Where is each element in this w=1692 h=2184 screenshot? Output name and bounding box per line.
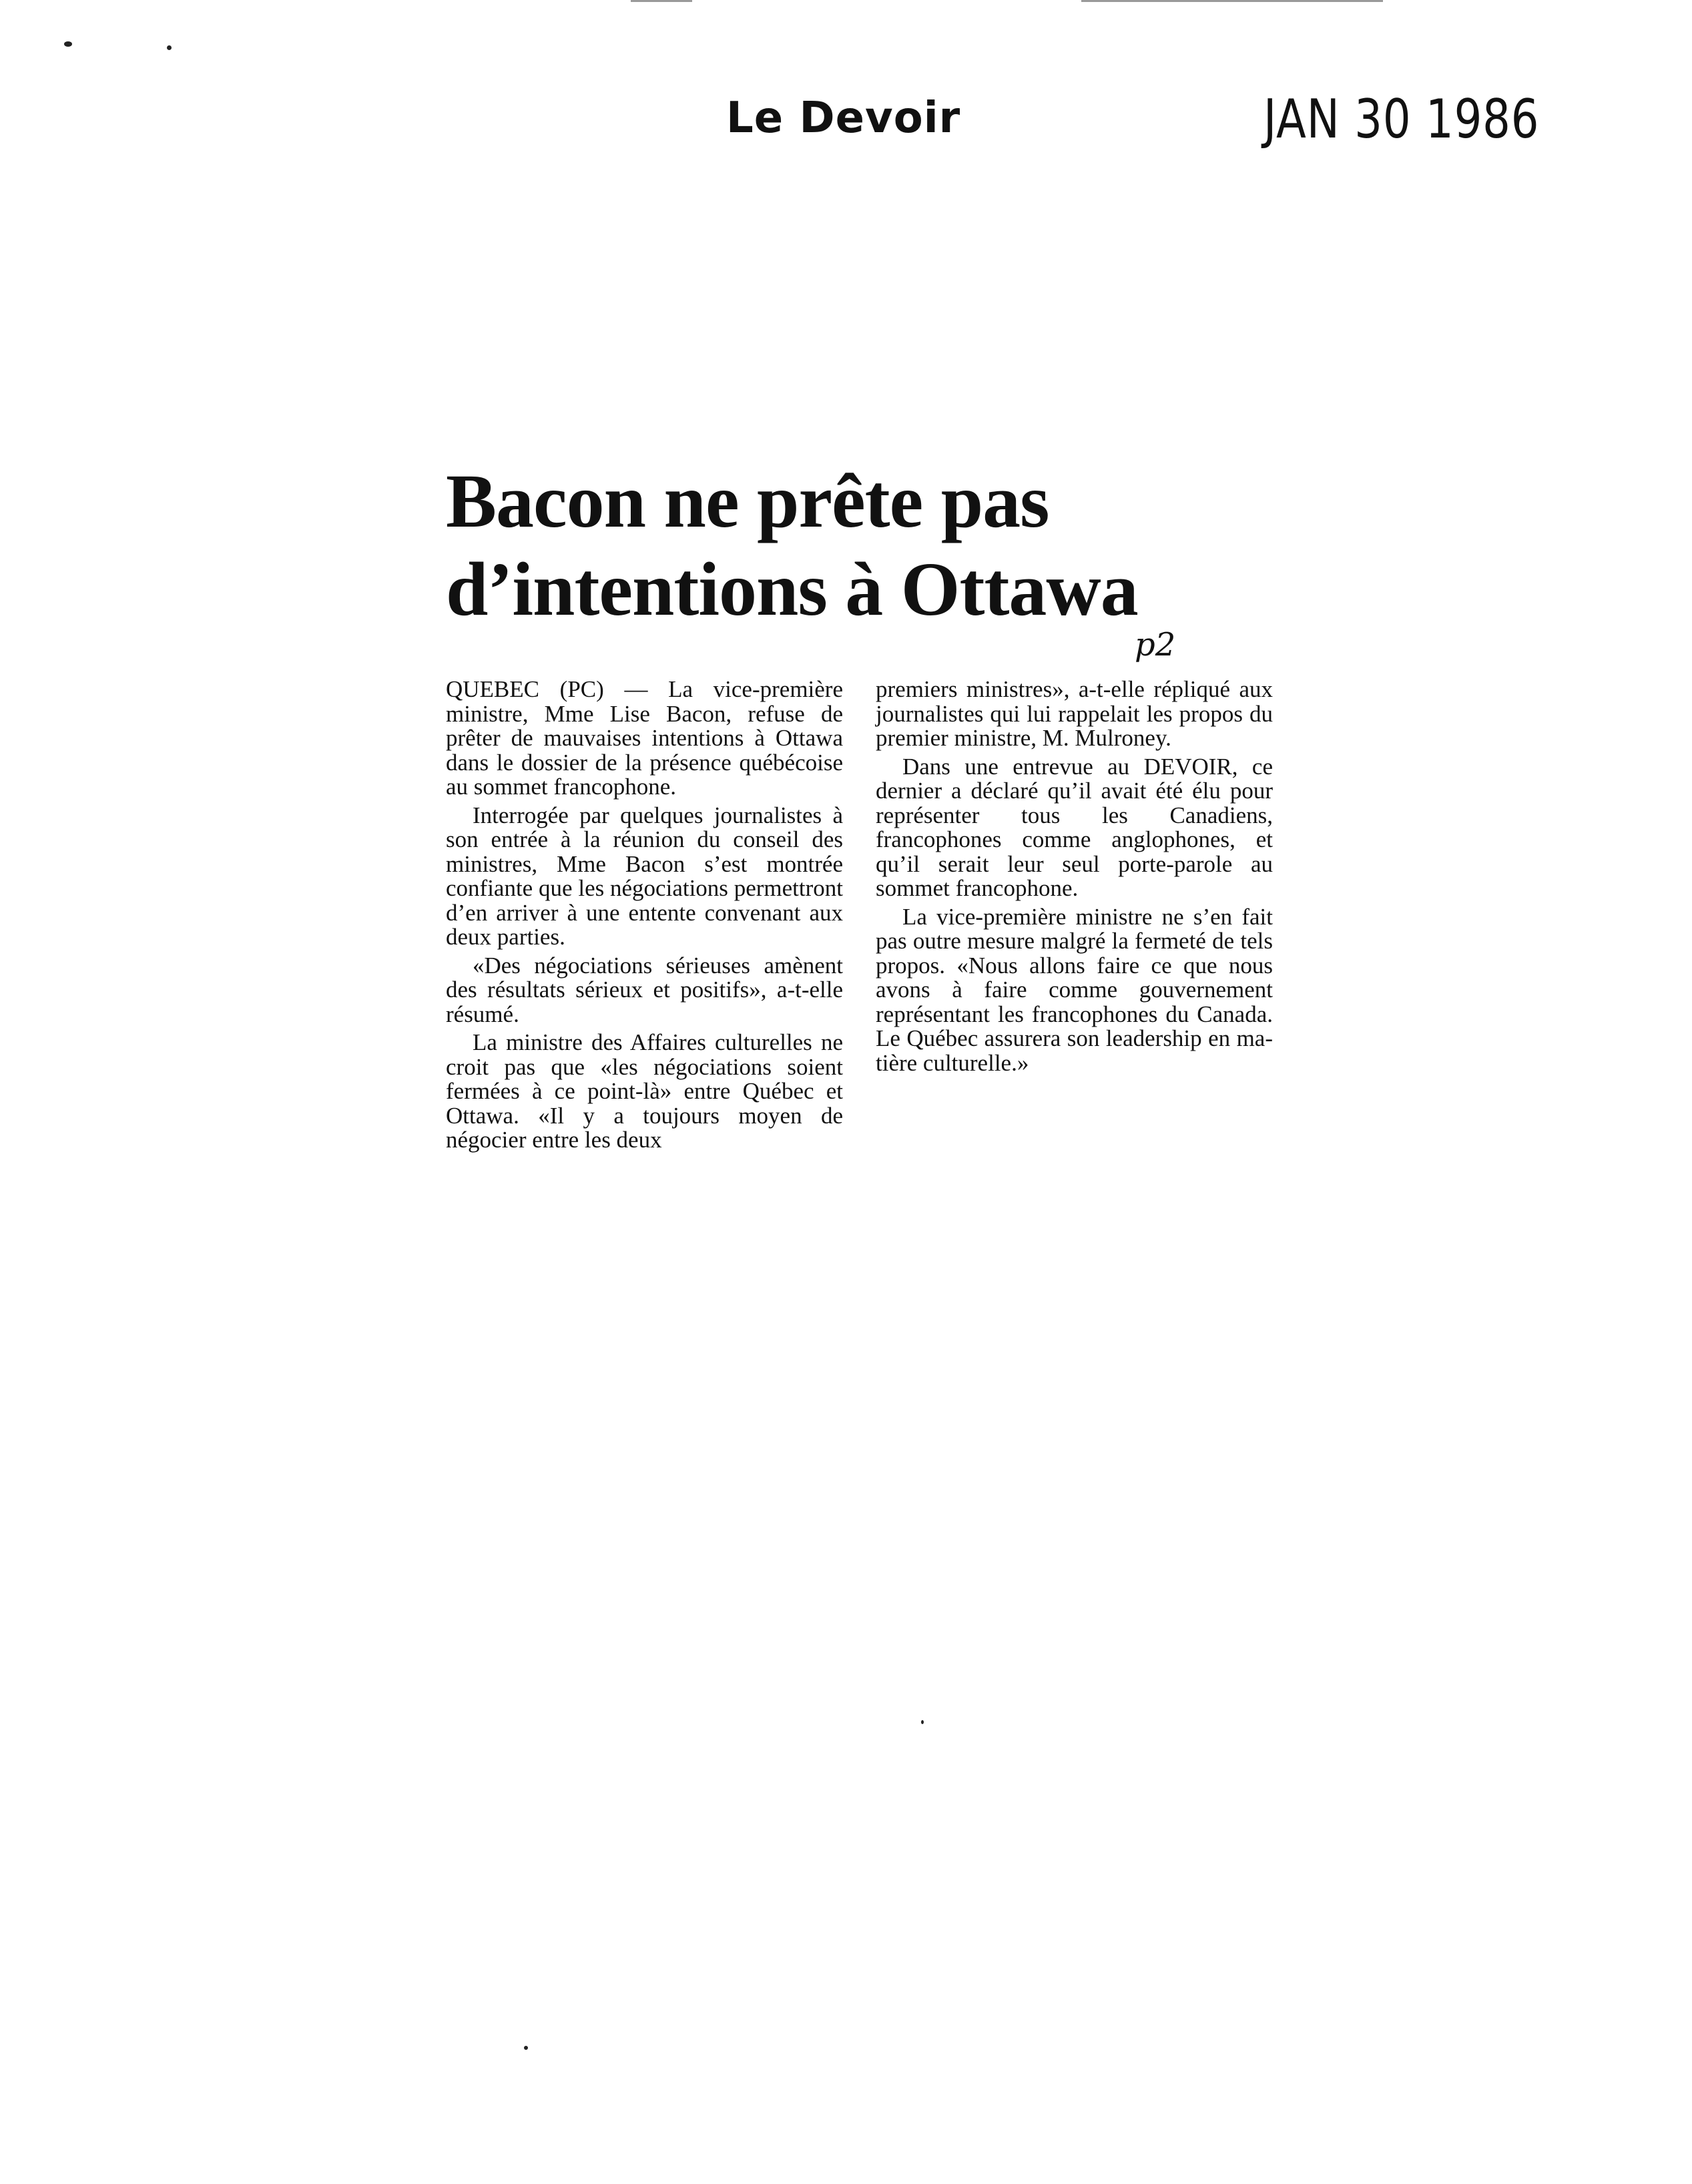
article-column-left — [446, 677, 843, 1157]
headline-line-1: Bacon ne prête pas — [446, 459, 1049, 543]
handwritten-page-note: p2 — [1135, 626, 1176, 663]
scan-edge-line-left — [631, 0, 692, 2]
article-paragraph: La vice-première ministre ne s’en fait pas outre mesure malgré la fermeté de tels propos. «Nous allons faire ce que nous avons à faire comme gouvernement représentant les francophones du Canada. Le Québec assurera son leadership en matière culturelle.» — [876, 903, 1273, 1076]
date-stamp: JAN 30 1986 — [1263, 88, 1540, 150]
scan-speck — [921, 1720, 924, 1724]
article-paragraph: «Des négociations sérieuses amènent des résultats sérieux et positifs», a-t-elle résumé. — [446, 952, 843, 1027]
newspaper-masthead: Le Devoir — [726, 93, 961, 143]
article-paragraph: QUEBEC (PC) — La vice-première ministre, Mme Lise Bacon, refuse de prêter de mauvaises intentions à Ottawa dans le dossier de la présence québécoise au sommet francophone. — [446, 676, 843, 800]
headline-line-2: d’intentions à Ottawa — [446, 547, 1138, 631]
scan-edge-line-right — [1081, 0, 1383, 2]
article-paragraph: Dans une entrevue au DEVOIR, ce dernier a déclaré qu’il avait été élu pour représenter tous les Canadiens, francophones comme anglophones, et qu’il serait leur seul porte-parole au sommet francophone. — [876, 753, 1273, 901]
scan-speck — [64, 41, 72, 47]
article-headline — [446, 457, 1314, 633]
scan-speck — [524, 2046, 528, 2050]
article-paragraph: La ministre des Affaires culturelles ne croit pas que «les négociations soient fermées à ce point-là» entre Québec et Ottawa. «Il y a toujours moyen de négocier entre les deux — [446, 1029, 843, 1153]
article-column-right — [876, 677, 1273, 1079]
article-paragraph: Interrogée par quelques journalistes à son entrée à la réunion du conseil des ministres, Mme Bacon s’est montrée confiante que les négociations permettront d’en arriver à une entente convenant aux deux parties. — [446, 802, 843, 950]
article-paragraph: premiers ministres», a-t-elle répliqué aux journalistes qui lui rappelait les propos du premier ministre, M. Mulroney. — [876, 676, 1273, 751]
scan-speck — [167, 45, 172, 50]
